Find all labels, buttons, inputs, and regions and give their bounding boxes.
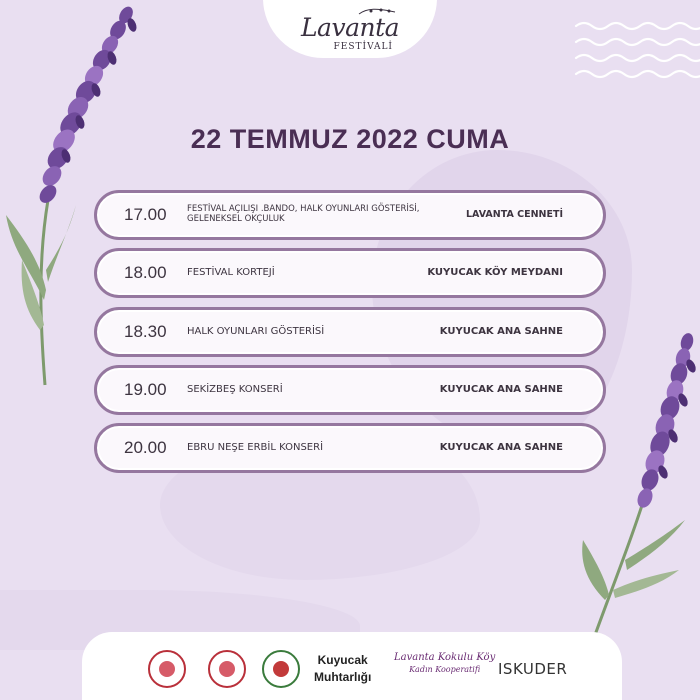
schedule-row	[94, 190, 606, 240]
schedule-row	[94, 307, 606, 357]
page-title: 22 TEMMUZ 2022 CUMA	[190, 124, 510, 154]
schedule-event: SEKİZBEŞ KONSERİ	[187, 384, 283, 396]
cooperative-logo: Lavanta Kokulu Köy Kadın Kooperatifi	[394, 652, 496, 674]
schedule-event: EBRU NEŞE ERBİL KONSERİ	[187, 442, 324, 454]
muhtarlik-text: Kuyucak Muhtarlığı	[314, 653, 372, 684]
district-governorship-seal-icon	[208, 650, 246, 688]
schedule-time: 19.00	[124, 380, 167, 399]
schedule-venue: KUYUCAK KÖY MEYDANI	[427, 267, 563, 278]
schedule-venue: LAVANTA CENNETİ	[465, 209, 563, 220]
schedule-event: HALK OYUNLARI GÖSTERİSİ	[187, 326, 325, 338]
schedule-event: FESTİVAL AÇILIŞI .BANDO, HALK OYUNLARI GÖSTERİSİ, GELENEKSEL OKÇULUK	[187, 204, 420, 224]
logo-subtitle: FESTİVALİ	[333, 42, 393, 52]
schedule-time: 18.30	[124, 322, 167, 341]
sponsor-footer	[82, 632, 622, 700]
schedule-row	[94, 423, 606, 473]
schedule-time: 18.00	[124, 263, 167, 282]
schedule-row	[94, 248, 606, 298]
music-notes-icon	[357, 6, 397, 18]
schedule-time: 17.00	[124, 205, 167, 224]
municipality-seal-icon	[148, 650, 186, 688]
schedule-venue: KUYUCAK ANA SAHNE	[439, 384, 563, 395]
logo-script-text: Lavanta	[300, 13, 400, 42]
schedule-venue: KUYUCAK ANA SAHNE	[439, 326, 563, 337]
schedule-event: FESTİVAL KORTEJİ	[187, 267, 275, 279]
waves-decoration	[572, 18, 700, 80]
schedule-venue: KUYUCAK ANA SAHNE	[439, 442, 563, 453]
iskuder-logo: ISKUDER	[498, 660, 568, 678]
schedule-time: 20.00	[124, 438, 167, 457]
village-seal-icon	[262, 650, 300, 688]
schedule-row	[94, 365, 606, 415]
festival-logo	[263, 0, 437, 58]
